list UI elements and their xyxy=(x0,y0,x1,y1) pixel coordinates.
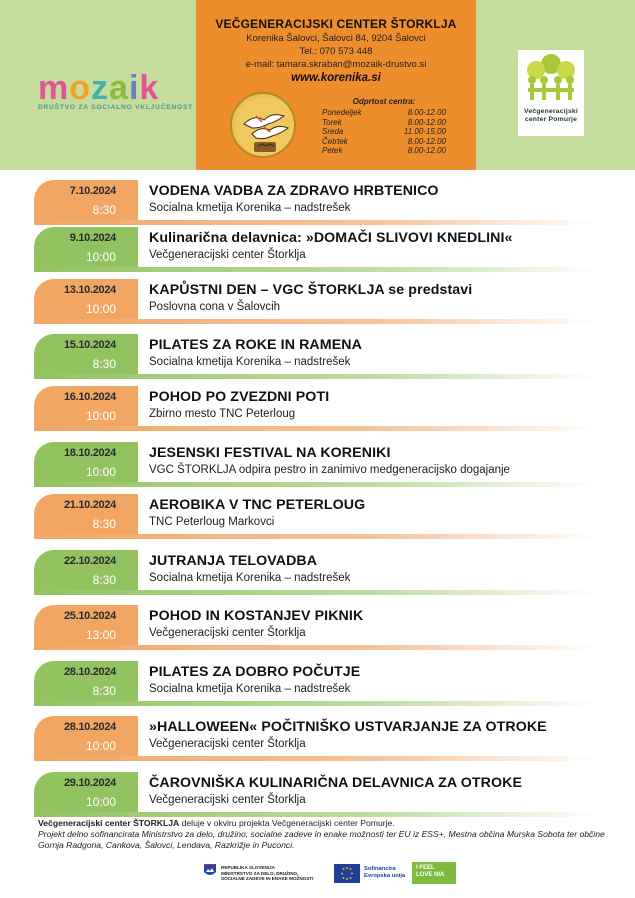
feel-logo-text: I FEEL LOVE NIA xyxy=(416,865,445,878)
event-underline xyxy=(34,590,600,595)
event-underline xyxy=(34,426,600,431)
event-date: 7.10.2024 xyxy=(69,185,116,197)
eu-cofunding-logo xyxy=(334,864,406,886)
event-venue: Večgeneracijski center Štorklja xyxy=(149,794,306,806)
event-item xyxy=(34,334,600,380)
event-venue: Poslovna cona v Šalovcih xyxy=(149,301,281,313)
event-title: ČAROVNIŠKA KULINARIČNA DELAVNICA ZA OTROKE xyxy=(149,775,523,791)
phone: Tel.: 070 573 448 xyxy=(299,46,373,57)
event-title: POHOD PO ZVEZDNI POTI xyxy=(149,389,330,405)
event-venue: Zbirno mesto TNC Peterloug xyxy=(149,408,296,420)
event-date: 15.10.2024 xyxy=(63,339,116,351)
address: Korenika Šalovci, Šalovci 84, 9204 Šalovci xyxy=(246,33,426,44)
hours-row: Sreda 11.00-15.00 xyxy=(322,127,446,136)
event-date: 18.10.2024 xyxy=(63,447,116,459)
event-venue: Socialna kmetija Korenika – nadstrešek xyxy=(149,202,351,214)
event-underline xyxy=(34,267,600,272)
event-item xyxy=(34,605,600,651)
stork-icon xyxy=(232,94,296,158)
funding-line-2: Projekt delno sofinancirata Ministrstvo za delo, družino, socialne zadeve in enake možnosti ter EU iz ESS+, Mestna občina Murska Sobota ter občine Gornja Radgona, Cankova, Šalovci, Lendava, Razkrižje in Puconci. xyxy=(38,829,605,851)
event-item xyxy=(34,716,600,762)
eu-flag-icon xyxy=(334,864,360,883)
hours-row: Ponedeljek 8.00-12.00 xyxy=(322,108,446,117)
event-underline xyxy=(34,756,600,761)
header-band xyxy=(0,0,635,170)
event-date: 25.10.2024 xyxy=(63,610,116,622)
mozaik-logo xyxy=(38,69,193,114)
event-time: 8:30 xyxy=(92,573,116,587)
event-item xyxy=(34,661,600,707)
event-underline xyxy=(34,482,600,487)
event-time: 10:00 xyxy=(85,739,116,753)
slovenia-crest-icon xyxy=(204,864,216,878)
event-title: POHOD IN KOSTANJEV PIKNIK xyxy=(149,608,364,624)
funding-note xyxy=(38,818,608,852)
event-underline xyxy=(34,374,600,379)
event-item xyxy=(34,494,600,540)
event-venue: Socialna kmetija Korenika – nadstrešek xyxy=(149,572,351,584)
vgc-logo-text: Večgeneracijski center Pomurje xyxy=(523,108,578,123)
event-date: 28.10.2024 xyxy=(63,666,116,678)
event-date: 13.10.2024 xyxy=(63,284,116,296)
event-venue: TNC Peterloug Markovci xyxy=(149,516,275,528)
hours-row: Petek 8.00-12.00 xyxy=(322,146,446,155)
event-title: AEROBIKA V TNC PETERLOUG xyxy=(149,497,366,513)
event-time: 10:00 xyxy=(85,465,116,479)
event-time: 13:00 xyxy=(85,628,116,642)
event-date: 21.10.2024 xyxy=(63,499,116,511)
event-date: 28.10.2024 xyxy=(63,721,116,733)
event-title: KAPŮSTNI DEN – VGC ŠTORKLJA se predstavi xyxy=(149,282,473,298)
opening-hours xyxy=(322,97,446,156)
event-title: PILATES ZA DOBRO POČUTJE xyxy=(149,664,361,680)
event-title: PILATES ZA ROKE IN RAMENA xyxy=(149,337,362,353)
i-feel-slovenia-logo xyxy=(412,862,456,884)
event-time: 10:00 xyxy=(85,302,116,316)
website-link[interactable]: www.korenika.si xyxy=(291,72,381,84)
event-time: 8:30 xyxy=(92,357,116,371)
hours-row: Četrtek 8.00-12.00 xyxy=(322,136,446,146)
event-venue: Večgeneracijski center Štorklja xyxy=(149,249,306,261)
event-underline xyxy=(34,319,600,324)
mozaik-logo-wordmark: mozaik xyxy=(38,69,160,107)
event-time: 10:00 xyxy=(85,250,116,264)
center-name: VEČGENERACIJSKI CENTER ŠTORKLJA xyxy=(215,17,457,31)
event-item xyxy=(34,279,600,325)
event-underline xyxy=(34,220,600,225)
event-underline xyxy=(34,645,600,650)
event-date: 29.10.2024 xyxy=(63,777,116,789)
ministry-logo xyxy=(204,864,324,890)
event-venue: Socialna kmetija Korenika – nadstrešek xyxy=(149,683,351,695)
event-item xyxy=(34,227,600,273)
event-date: 22.10.2024 xyxy=(63,555,116,567)
event-item xyxy=(34,550,600,596)
event-underline xyxy=(34,701,600,706)
event-time: 10:00 xyxy=(85,409,116,423)
event-title: JESENSKI FESTIVAL NA KORENIKI xyxy=(149,445,391,461)
event-venue: VGC ŠTORKLJA odpira pestro in zanimivo medgeneracijsko dogajanje xyxy=(149,464,510,476)
contact-panel xyxy=(196,0,476,170)
event-time: 8:30 xyxy=(92,684,116,698)
event-item xyxy=(34,180,600,226)
stork-logo xyxy=(230,92,296,158)
email: e-mail: tamara.skraban@mozaik-drustvo.si xyxy=(245,59,427,70)
event-venue: Večgeneracijski center Štorklja xyxy=(149,627,306,639)
event-underline xyxy=(34,534,600,539)
event-venue: Socialna kmetija Korenika – nadstrešek xyxy=(149,356,351,368)
ministry-logo-text: REPUBLIKA SLOVENIJA MINISTRSTVO ZA DELO, DRUŽINO, SOCIALNE ZADEVE IN ENAKE MOŽNOSTI xyxy=(221,865,314,882)
funding-line-1: Večgeneracijski center ŠTORKLJA deluje v okviru projekta Večgeneracijski center Pomurje. xyxy=(38,818,395,828)
event-item xyxy=(34,772,600,818)
family-tree-icon xyxy=(518,50,584,106)
event-underline xyxy=(34,812,600,817)
hours-title: Odprtost centra: xyxy=(352,97,416,106)
event-date: 16.10.2024 xyxy=(63,391,116,403)
event-time: 10:00 xyxy=(85,795,116,809)
event-venue: Večgeneracijski center Štorklja xyxy=(149,738,306,750)
eu-logo-text: Sofinancira Evropska unija xyxy=(364,866,406,879)
event-title: Kulinarična delavnica: »DOMAČI SLIVOVI KNEDLINI« xyxy=(149,230,513,246)
event-time: 8:30 xyxy=(92,203,116,217)
event-time: 8:30 xyxy=(92,517,116,531)
hours-row: Torek 8.00-12.00 xyxy=(322,117,446,127)
event-title: JUTRANJA TELOVADBA xyxy=(149,553,318,569)
event-item xyxy=(34,442,600,488)
event-title: »HALLOWEEN« POČITNIŠKO USTVARJANJE ZA OTROKE xyxy=(149,719,547,735)
vgc-pomurje-logo xyxy=(518,50,584,136)
mozaik-logo-subtitle: DRUŠTVO ZA SOCIALNO VKLJUČENOST xyxy=(38,104,193,111)
event-title: VODENA VADBA ZA ZDRAVO HRBTENICO xyxy=(149,183,439,199)
event-item xyxy=(34,386,600,432)
event-date: 9.10.2024 xyxy=(69,232,116,244)
